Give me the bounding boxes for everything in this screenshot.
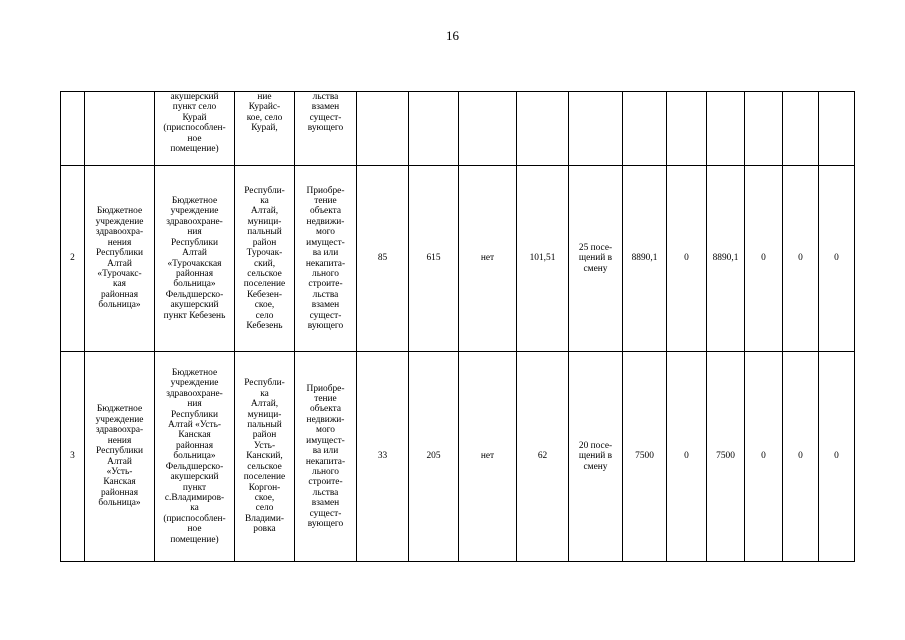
cell-value xyxy=(357,92,409,166)
cell-facility: Бюджетное учреждение здравоохране- ния Республики Алтай «Турочакская районная больница» Фельдшерско- акушерский пункт Кебезень xyxy=(155,166,235,352)
cell-number: 2 xyxy=(61,166,85,352)
cell-action: Приобре- тение объекта недвижи- мого имущест- ва или некапита- льного строите- льства взамен сущест- вующего xyxy=(295,352,357,562)
table-row xyxy=(61,92,855,166)
cell-value xyxy=(409,92,459,166)
table-row xyxy=(61,166,855,352)
cell-value: 101,51 xyxy=(517,166,569,352)
facilities-table xyxy=(60,91,855,562)
cell-value: 0 xyxy=(745,352,783,562)
cell-value: 8890,1 xyxy=(707,166,745,352)
cell-number: 3 xyxy=(61,352,85,562)
cell-facility: акушерский пункт село Курай (приспособлен- ное помещение) xyxy=(155,92,235,166)
cell-value xyxy=(819,92,855,166)
cell-value xyxy=(569,92,623,166)
cell-value: нет xyxy=(459,352,517,562)
cell-action: Приобре- тение объекта недвижи- мого имущест- ва или некапита- льного строите- льства взамен сущест- вующего xyxy=(295,166,357,352)
cell-value: 7500 xyxy=(623,352,667,562)
cell-value: 0 xyxy=(819,166,855,352)
cell-value: 8890,1 xyxy=(623,166,667,352)
cell-value: нет xyxy=(459,166,517,352)
cell-value: 7500 xyxy=(707,352,745,562)
cell-value xyxy=(459,92,517,166)
cell-value: 0 xyxy=(745,166,783,352)
table-row xyxy=(61,352,855,562)
cell-value: 0 xyxy=(783,352,819,562)
cell-value xyxy=(745,92,783,166)
cell-value: 615 xyxy=(409,166,459,352)
cell-value xyxy=(707,92,745,166)
cell-value: 85 xyxy=(357,166,409,352)
cell-value: 0 xyxy=(783,166,819,352)
cell-value xyxy=(623,92,667,166)
cell-value: 0 xyxy=(819,352,855,562)
cell-value: 0 xyxy=(667,352,707,562)
cell-value: 62 xyxy=(517,352,569,562)
cell-value: 33 xyxy=(357,352,409,562)
cell-value xyxy=(667,92,707,166)
cell-number xyxy=(61,92,85,166)
cell-value xyxy=(517,92,569,166)
cell-location: Республи- ка Алтай, муници- пальный район Турочак- ский, сельское поселение Кебезен- ское, село Кебезень xyxy=(235,166,295,352)
cell-value: 25 посе- щений в смену xyxy=(569,166,623,352)
cell-value: 0 xyxy=(667,166,707,352)
cell-value: 20 посе- щений в смену xyxy=(569,352,623,562)
cell-value xyxy=(783,92,819,166)
cell-value: 205 xyxy=(409,352,459,562)
cell-facility: Бюджетное учреждение здравоохране- ния Республики Алтай «Усть- Канская районная больница» Фельдшерско- акушерский пункт с.Владимиров- ка (приспособлен- ное помещение) xyxy=(155,352,235,562)
cell-location: ние Курайс- кое, село Курай, xyxy=(235,92,295,166)
cell-action: льства взамен сущест- вующего xyxy=(295,92,357,166)
page-number: 16 xyxy=(446,28,459,43)
cell-institution xyxy=(85,92,155,166)
cell-institution: Бюджетное учреждение здравоохра- нения Республики Алтай «Усть- Канская районная больница» xyxy=(85,352,155,562)
cell-location: Республи- ка Алтай, муници- пальный район Усть- Канский, сельское поселение Коргон- ское, село Владими- ровка xyxy=(235,352,295,562)
cell-institution: Бюджетное учреждение здравоохра- нения Республики Алтай «Турочакс- кая районная больница» xyxy=(85,166,155,352)
